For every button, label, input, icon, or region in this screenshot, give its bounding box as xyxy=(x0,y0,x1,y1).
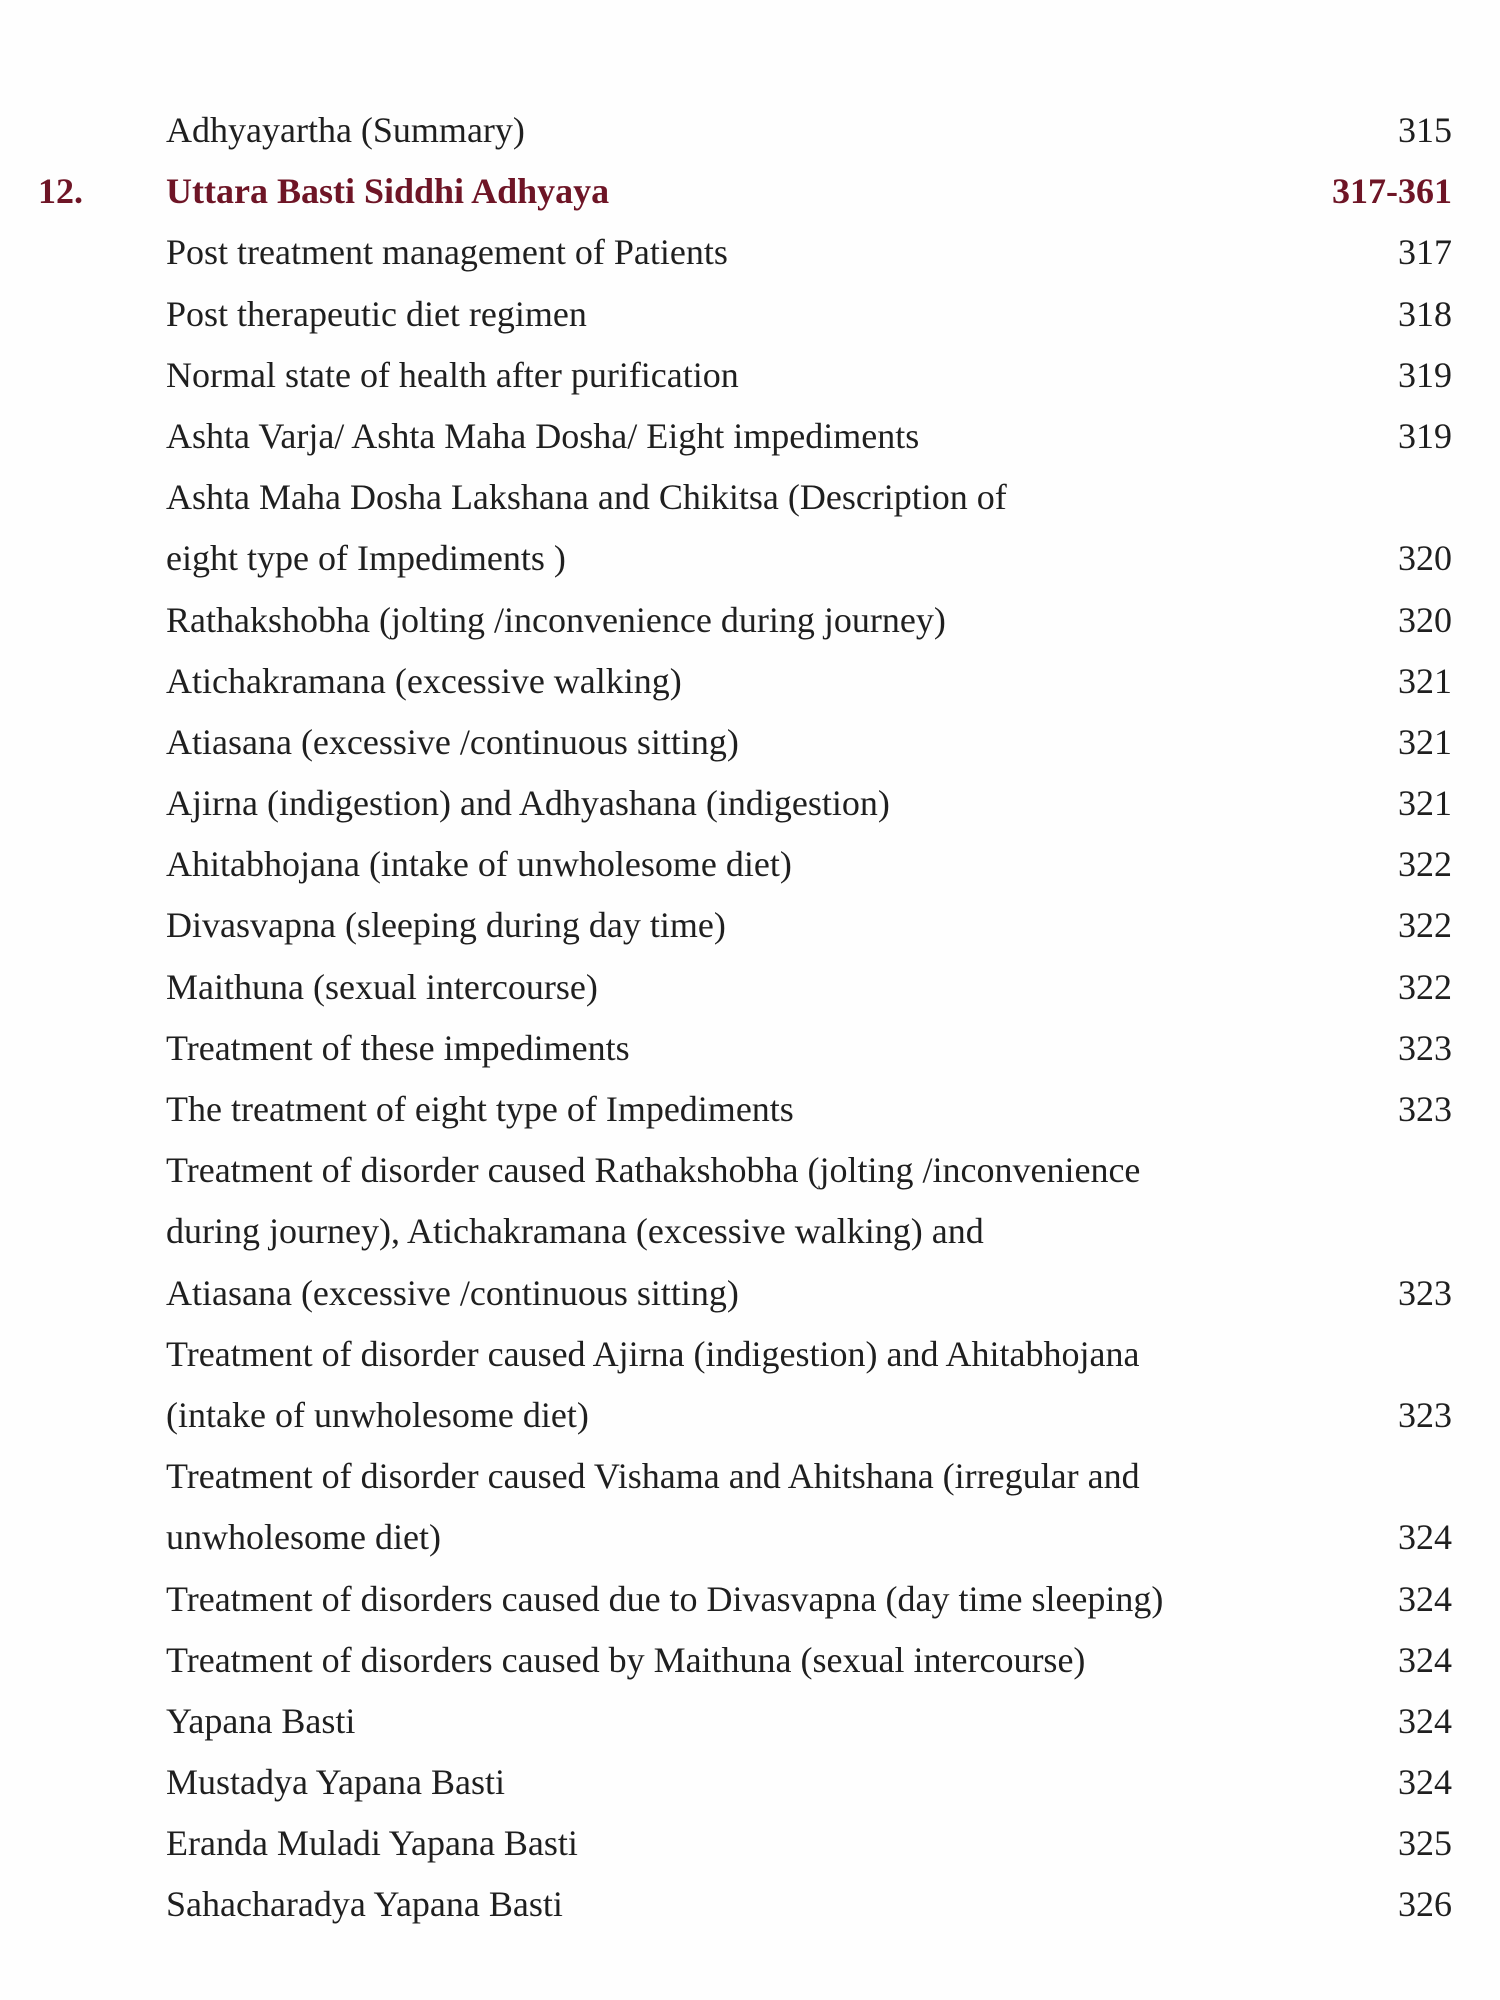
entry-title: Rathakshobha (jolting /inconvenience during journey) xyxy=(166,599,946,640)
toc-entry xyxy=(0,712,1500,773)
toc-line xyxy=(0,406,1500,467)
toc-entry xyxy=(0,1079,1500,1140)
page-number: 323 xyxy=(1398,1027,1452,1068)
entry-title: Atiasana (excessive /continuous sitting) xyxy=(166,1272,739,1313)
page-number: 318 xyxy=(1398,293,1452,334)
entry-title: Treatment of disorders caused by Maithuna (sexual intercourse) xyxy=(166,1639,1086,1680)
toc-line xyxy=(0,834,1500,895)
toc-entry xyxy=(0,590,1500,651)
toc-line xyxy=(0,284,1500,345)
page-number: 321 xyxy=(1398,783,1452,824)
page-number: 320 xyxy=(1398,538,1452,579)
toc-line xyxy=(0,1385,1500,1446)
entry-title: Mustadya Yapana Basti xyxy=(166,1762,505,1803)
entry-title: Treatment of disorders caused due to Divasvapna (day time sleeping) xyxy=(166,1578,1164,1619)
page-number: 317 xyxy=(1398,232,1452,273)
entry-title: The treatment of eight type of Impediments xyxy=(166,1089,794,1129)
toc-line xyxy=(0,1446,1500,1507)
entry-title: Divasvapna (sleeping during day time) xyxy=(166,905,726,946)
toc-line xyxy=(0,590,1500,651)
entry-title: Treatment of disorder caused Vishama and Ahitshana (irregular and xyxy=(166,1456,1140,1497)
toc-line xyxy=(0,1569,1500,1630)
page-number: 322 xyxy=(1398,966,1452,1007)
toc-entry xyxy=(0,1324,1500,1446)
entry-title: eight type of Impediments ) xyxy=(166,538,566,579)
chapter-entry xyxy=(0,161,1500,222)
page-number: 326 xyxy=(1398,1884,1452,1925)
entry-title: unwholesome diet) xyxy=(166,1517,441,1558)
entry-title: Treatment of these impediments xyxy=(166,1027,630,1068)
toc-line xyxy=(0,528,1500,589)
toc-entry xyxy=(0,406,1500,467)
page-number: 324 xyxy=(1398,1517,1452,1558)
page-number: 317-361 xyxy=(1332,171,1452,212)
toc-line xyxy=(0,1140,1500,1201)
toc-line xyxy=(0,773,1500,834)
toc-entry xyxy=(0,1691,1500,1752)
toc-line xyxy=(0,712,1500,773)
entry-title: Post therapeutic diet regimen xyxy=(166,293,587,334)
toc-entry xyxy=(0,345,1500,406)
entry-title: Ahitabhojana (intake of unwholesome diet) xyxy=(166,844,792,885)
entry-title: Atiasana (excessive /continuous sitting) xyxy=(166,721,739,762)
entry-title: Eranda Muladi Yapana Basti xyxy=(166,1823,578,1864)
entry-title: Ashta Maha Dosha Lakshana and Chikitsa (Description of xyxy=(166,477,1007,518)
entry-title: Treatment of disorder caused Ajirna (indigestion) and Ahitabhojana xyxy=(166,1333,1140,1374)
page-number: 315 xyxy=(1398,110,1452,150)
toc-line xyxy=(0,161,1500,222)
toc-line xyxy=(0,895,1500,956)
entry-title: Maithuna (sexual intercourse) xyxy=(166,966,598,1007)
toc-line xyxy=(0,1324,1500,1385)
toc-line xyxy=(0,1507,1500,1568)
entry-title: Sahacharadya Yapana Basti xyxy=(166,1884,563,1925)
entry-title: Uttara Basti Siddhi Adhyaya xyxy=(166,171,610,212)
page-number: 324 xyxy=(1398,1700,1452,1741)
toc-entry xyxy=(0,834,1500,895)
toc-entry xyxy=(0,284,1500,345)
toc-line xyxy=(0,1018,1500,1079)
toc-entry xyxy=(0,1874,1500,1935)
toc-line xyxy=(0,1752,1500,1813)
page-number: 324 xyxy=(1398,1639,1452,1680)
toc-line xyxy=(0,957,1500,1018)
toc-line xyxy=(0,1630,1500,1691)
toc-entry xyxy=(0,1752,1500,1813)
toc-line xyxy=(0,1691,1500,1752)
page-number: 322 xyxy=(1398,905,1452,946)
entry-title: Ashta Varja/ Ashta Maha Dosha/ Eight impediments xyxy=(166,415,920,456)
page-number: 323 xyxy=(1398,1272,1452,1313)
entry-title: Treatment of disorder caused Rathakshobha (jolting /inconvenience xyxy=(166,1150,1141,1191)
toc-entry xyxy=(0,100,1500,161)
entry-title: Atichakramana (excessive walking) xyxy=(166,660,682,701)
entry-title: Normal state of health after purification xyxy=(166,354,739,395)
page-number: 319 xyxy=(1398,354,1452,395)
page-number: 325 xyxy=(1398,1823,1452,1864)
toc-line xyxy=(0,345,1500,406)
toc-entry xyxy=(0,1569,1500,1630)
toc-entry xyxy=(0,651,1500,712)
toc-entry xyxy=(0,1018,1500,1079)
page-number: 319 xyxy=(1398,415,1452,456)
entry-title: Adhyayartha (Summary) xyxy=(166,110,525,150)
entry-title: Ajirna (indigestion) and Adhyashana (indigestion) xyxy=(166,783,890,824)
toc-line xyxy=(0,1813,1500,1874)
toc-entry xyxy=(0,1446,1500,1568)
toc-entry xyxy=(0,222,1500,283)
entry-title: (intake of unwholesome diet) xyxy=(166,1394,589,1435)
toc-entry xyxy=(0,773,1500,834)
entry-title: during journey), Atichakramana (excessive walking) and xyxy=(166,1211,984,1252)
page-number: 323 xyxy=(1398,1394,1452,1435)
page-number: 324 xyxy=(1398,1762,1452,1803)
toc-entry xyxy=(0,957,1500,1018)
toc-entry xyxy=(0,1813,1500,1874)
page-number: 320 xyxy=(1398,599,1452,640)
toc-line xyxy=(0,651,1500,712)
toc-line xyxy=(0,1201,1500,1262)
page-number: 321 xyxy=(1398,721,1452,762)
page-number: 324 xyxy=(1398,1578,1452,1619)
toc-line xyxy=(0,1263,1500,1324)
toc-line xyxy=(0,1079,1500,1140)
toc-line xyxy=(0,467,1500,528)
page-number: 323 xyxy=(1398,1089,1452,1129)
chapter-number: 12. xyxy=(38,171,83,212)
toc-entry xyxy=(0,467,1500,589)
toc-line xyxy=(0,222,1500,283)
toc-entry xyxy=(0,895,1500,956)
table-of-contents xyxy=(0,100,1500,1936)
entry-title: Post treatment management of Patients xyxy=(166,232,728,273)
toc-entry xyxy=(0,1140,1500,1324)
toc-line xyxy=(0,1874,1500,1935)
toc-line xyxy=(0,100,1500,161)
page-number: 322 xyxy=(1398,844,1452,885)
page-number: 321 xyxy=(1398,660,1452,701)
entry-title: Yapana Basti xyxy=(166,1700,356,1741)
toc-entry xyxy=(0,1630,1500,1691)
